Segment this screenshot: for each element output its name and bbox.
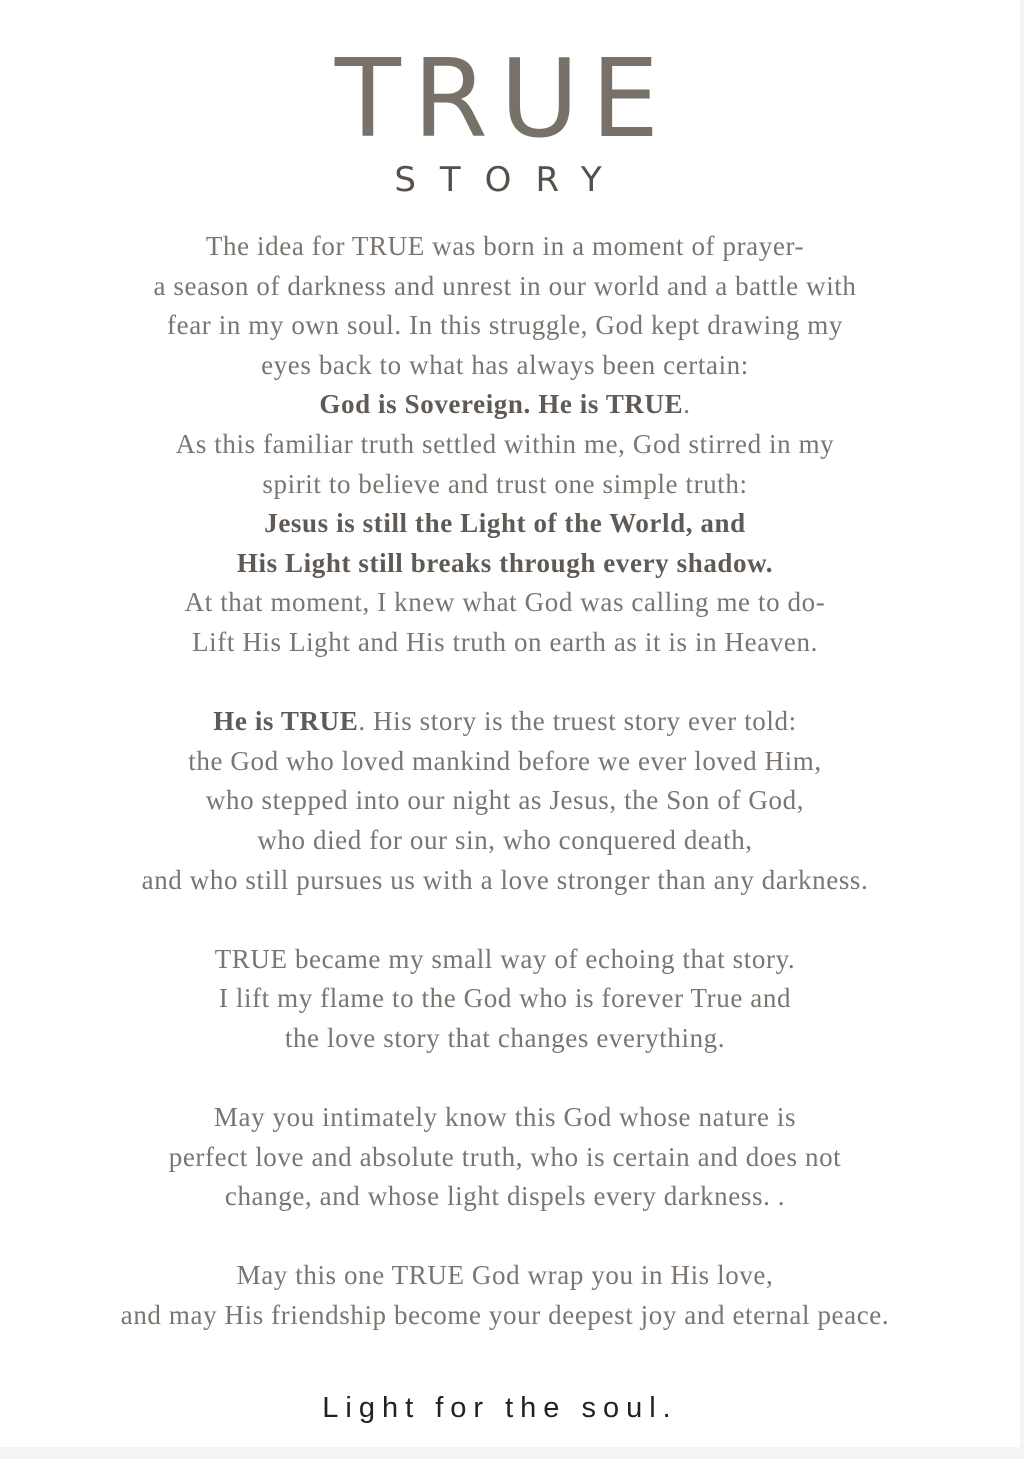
paragraph-spacer [0, 1058, 1010, 1098]
page-title: TRUE [334, 37, 672, 162]
text-line: eyes back to what has always been certain: [261, 349, 749, 380]
text-line: As this familiar truth settled within me, God stirred in my [175, 428, 835, 459]
paragraph-spacer [0, 900, 1010, 940]
text-line: the God who loved mankind before we ever loved Him, [188, 745, 822, 776]
page-subtitle: STORY [394, 160, 626, 200]
text-line: May you intimately know this God whose nature is [213, 1102, 797, 1133]
text-line: and may His friendship become your deepest joy and eternal peace. [120, 1300, 890, 1331]
text-fragment: . His story is the truest story ever told: [358, 706, 797, 737]
text-line: who died for our sin, who conquered death, [257, 824, 753, 855]
text-line: and who still pursues us with a love stronger than any darkness. [141, 864, 869, 895]
bold-statement: His Light still breaks through every shadow. [236, 547, 774, 578]
text-line [0, 385, 1010, 425]
text-line: The idea for TRUE was born in a moment of prayer- [205, 231, 805, 261]
text-line: the love story that changes everything. [284, 1022, 726, 1053]
story-body [0, 227, 1010, 1336]
paragraph-spacer [0, 663, 1010, 703]
bold-statement: God is Sovereign. He is TRUE [319, 389, 684, 420]
text-line: a season of darkness and unrest in our world and a battle with [153, 270, 857, 301]
text-line: perfect love and absolute truth, who is certain and does not [168, 1141, 842, 1172]
text-line: TRUE became my small way of echoing that story. [214, 943, 796, 974]
text-fragment: . [683, 389, 691, 420]
text-line: Lift His Light and His truth on earth as it is in Heaven. [192, 626, 818, 657]
text-line: who stepped into our night as Jesus, the Son of God, [205, 785, 805, 816]
text-line: spirit to believe and trust one simple truth: [262, 468, 748, 499]
text-line [0, 702, 1010, 742]
text-line: fear in my own soul. In this struggle, God kept drawing my [167, 310, 843, 341]
tagline: Light for the soul. [322, 1392, 678, 1424]
text-line: I lift my flame to the God who is forever True and [218, 983, 792, 1014]
text-line: change, and whose light dispels every darkness. . [224, 1181, 786, 1212]
text-line: May this one TRUE God wrap you in His love, [236, 1260, 774, 1291]
bold-statement: Jesus is still the Light of the World, and [264, 508, 746, 539]
bold-statement: He is TRUE [213, 706, 359, 737]
paragraph-spacer [0, 1217, 1010, 1257]
text-line: At that moment, I knew what God was calling me to do- [184, 587, 826, 618]
